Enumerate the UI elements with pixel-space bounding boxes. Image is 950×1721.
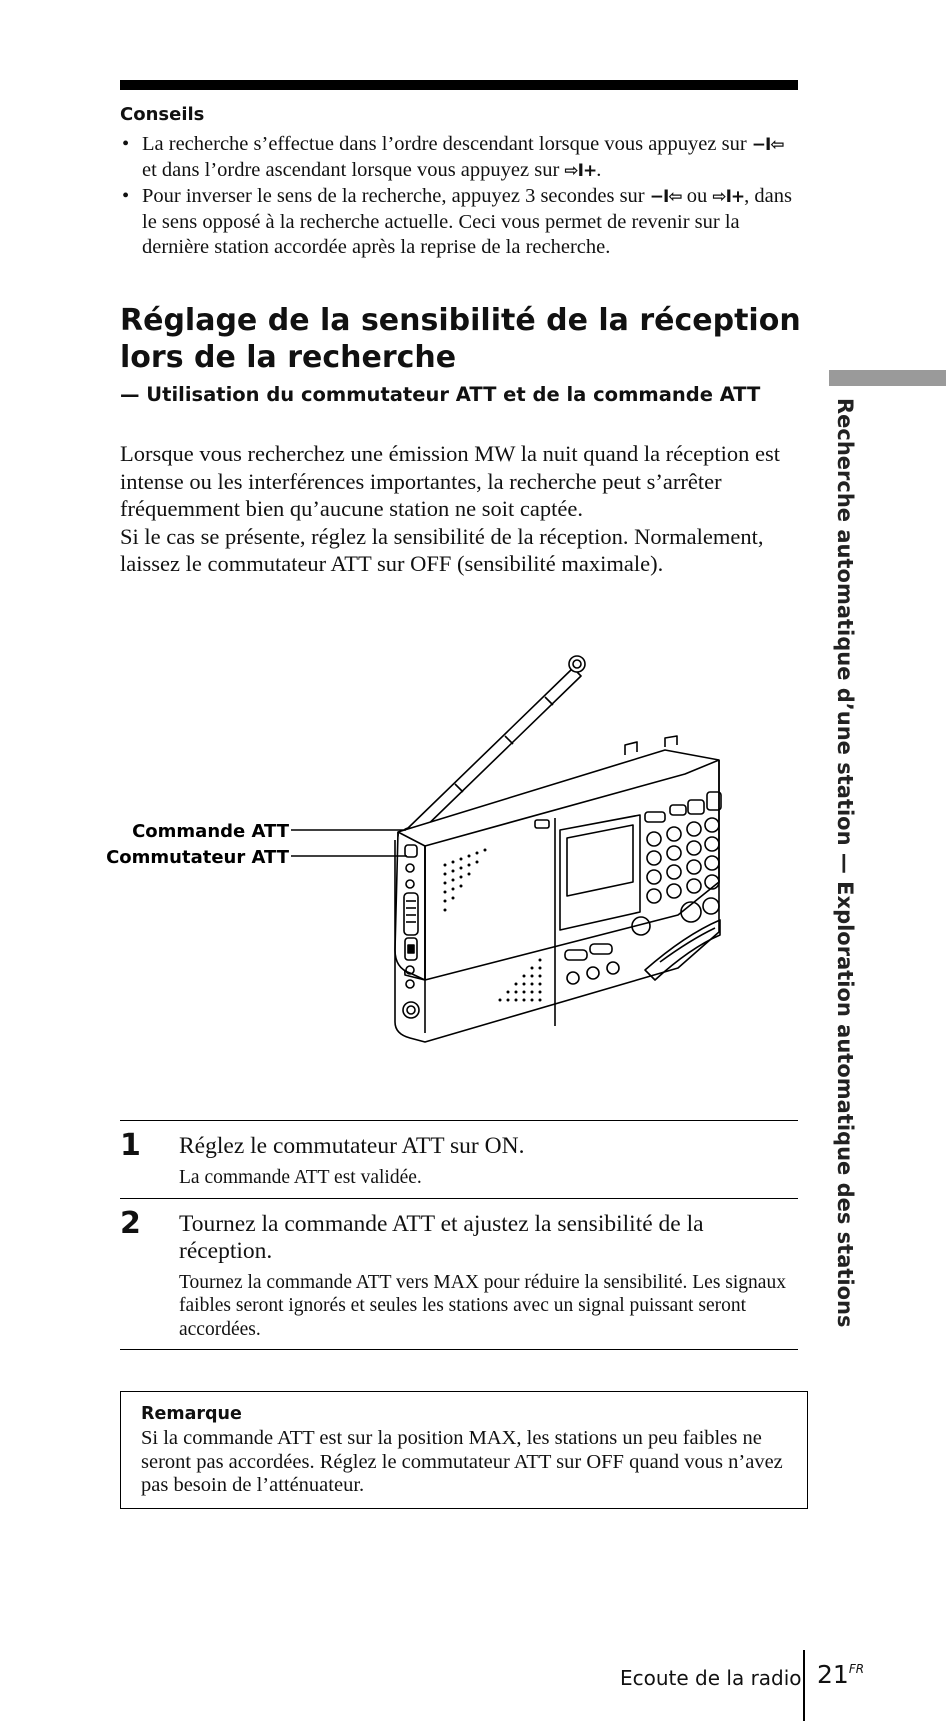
tips-heading: Conseils bbox=[120, 104, 205, 125]
intro-paragraph: Lorsque vous recherchez une émission MW la nuit quand la réception est intense ou les interférences importantes, la recherche peut s’arrêter fréquemment bien qu’aucune station ne soit captée. bbox=[120, 441, 781, 521]
note-heading: Remarque bbox=[141, 1404, 242, 1424]
step-number: 1 bbox=[120, 1128, 141, 1163]
steps-list bbox=[120, 1120, 798, 1350]
language-code: FR bbox=[848, 1662, 865, 1676]
step-number: 2 bbox=[120, 1205, 141, 1241]
step-detail: Tournez la commande ATT vers MAX pour réduire la sensibilité. Les signaux faibles seront ignorés et seules les stations avec un signal puissant seront accordées. bbox=[179, 1271, 786, 1340]
section-title: Réglage de la sensibilité de la réception lors de la recherche bbox=[120, 303, 801, 375]
intro-paragraph: Si le cas se présente, réglez la sensibilité de la réception. Normalement, laissez le commutateur ATT sur OFF (sensibilité maximale). bbox=[120, 523, 764, 576]
footer-divider bbox=[803, 1650, 805, 1721]
footer-section-title: Ecoute de la radio bbox=[620, 1666, 802, 1690]
page-number: $21^{FR}$ bbox=[817, 1660, 865, 1689]
section-subtitle: — Utilisation du commutateur ATT et de la commande ATT bbox=[120, 383, 761, 406]
list-item: • Pour inverser le sens de la recherche, appuyez 3 secondes sur −I⇦ ou ⇨I+, dans le sens opposé à la recherche actuelle. Ceci vous permet de revenir sur la dernière station accordée après la reprise de la recherche. bbox=[122, 185, 792, 258]
seek-up-symbol: ⇨I+ bbox=[712, 187, 745, 207]
side-tab-marker bbox=[829, 370, 946, 386]
seek-down-symbol: −I⇦ bbox=[649, 187, 682, 207]
step-item bbox=[120, 1199, 798, 1351]
list-item: • La recherche s’effectue dans l’ordre descendant lorsque vous appuyez sur −I⇦ et dans l’ordre ascendant lorsque vous appuyez sur ⇨I+. bbox=[122, 133, 784, 181]
seek-up-symbol: ⇨I+ bbox=[564, 161, 597, 181]
step-instruction: Tournez la commande ATT et ajustez la sensibilité de la réception. bbox=[179, 1210, 704, 1264]
step-instruction: Réglez le commutateur ATT sur ON. bbox=[179, 1133, 525, 1159]
radio-illustration bbox=[106, 650, 730, 1070]
seek-down-symbol: −I⇦ bbox=[751, 135, 784, 155]
step-detail: La commande ATT est validée. bbox=[179, 1167, 422, 1188]
side-chapter-title: Recherche automatique d’une station — Exploration automatique des stations bbox=[833, 398, 857, 1328]
step-item bbox=[120, 1121, 798, 1199]
note-box bbox=[120, 1391, 808, 1509]
note-body: Si la commande ATT est sur la position MAX, les stations un peu faibles ne seront pas accordées. Réglez le commutateur ATT sur OFF quand vous n’avez pas besoin de l’atténuateur. bbox=[141, 1427, 783, 1496]
top-rule bbox=[120, 80, 798, 90]
tips-list bbox=[120, 132, 800, 260]
label-att-switch: Commutateur ATT bbox=[106, 847, 289, 868]
label-att-control: Commande ATT bbox=[132, 821, 289, 842]
intro-text bbox=[120, 440, 800, 578]
radio-body bbox=[395, 736, 721, 1042]
